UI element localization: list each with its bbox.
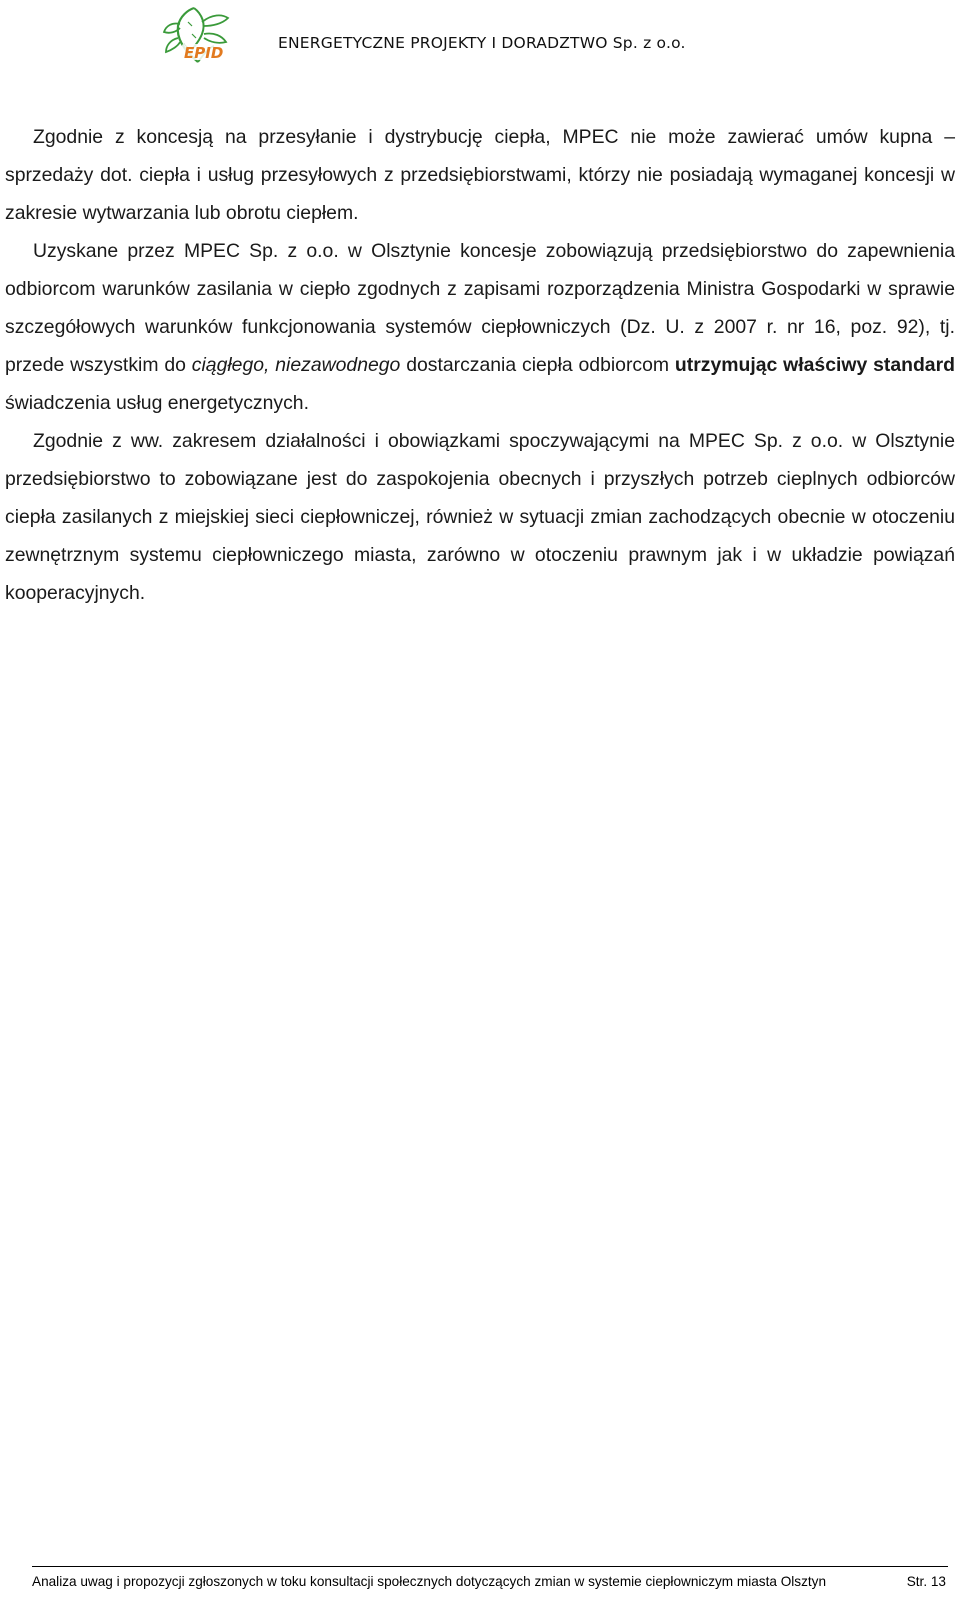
epid-logo [158,4,240,76]
page-number: Str. 13 [906,1574,946,1589]
paragraph-3: Zgodnie z ww. zakresem działalności i obowiązkami spoczywającymi na MPEC Sp. z o.o. w Olsztynie przedsiębiorstwo to zobowiązane jest do zaspokojenia obecnych i przyszłych potrzeb cieplnych odbiorców ciepła zasilanych z miejskiej sieci ciepłowniczej, również w sytuacji zmian zachodzących obecnie w otoczeniu zewnętrznym systemu ciepłowniczego miasta, zarówno w otoczeniu prawnym jak i w układzie powiązań kooperacyjnych. [5,430,955,604]
paragraph-2-text-a: Uzyskane przez MPEC Sp. z o.o. w Olsztynie koncesje zobowiązują przedsiębiorstwo do zapewnienia odbiorcom warunków zasilania w ciepło zgodnych z zapisami rozporządzenia Ministra Gospodarki w sprawie szczegółowych warunków funkcjonowania systemów ciepłowniczych (Dz. U. z 2007 r. nr 16, poz. 92), tj. przede wszystkim do [5,240,955,376]
footer-divider [32,1566,948,1567]
page-header [0,0,960,90]
logo-lettering: EPID [184,44,224,62]
paragraph-2 [5,232,955,422]
document-body [5,118,955,612]
paragraph-2-text-b: dostarczania ciepła odbiorcom [400,354,675,376]
footer-title: Analiza uwag i propozycji zgłoszonych w toku konsultacji społecznych dotyczących zmian w systemie ciepłowniczym miasta Olsztyn [32,1574,827,1589]
paragraph-2-text-c: świadczenia usług energetycznych. [5,392,309,414]
paragraph-2-italic: ciągłego, niezawodnego [191,354,401,376]
company-name: ENERGETYCZNE PROJEKTY I DORADZTWO Sp. z o.o. [278,34,686,52]
paragraph-1: Zgodnie z koncesją na przesyłanie i dystrybucję ciepła, MPEC nie może zawierać umów kupna – sprzedaży dot. ciepła i usług przesyłowych z przedsiębiorstwami, którzy nie posiadają wymaganej koncesji w zakresie wytwarzania lub obrotu ciepłem. [5,126,955,224]
paragraph-2-bold: utrzymując właściwy standard [674,354,955,376]
